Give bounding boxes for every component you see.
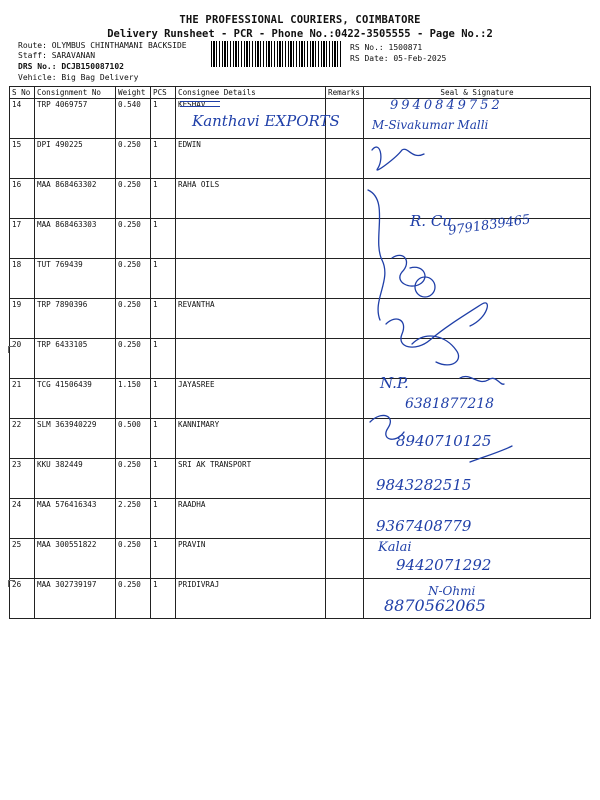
cell-sno: 14 — [10, 99, 35, 139]
cell-weight: 0.250 — [116, 139, 151, 179]
cell-consignment: MAA 300551822 — [35, 539, 116, 579]
header-consignee: Consignee Details — [176, 87, 326, 99]
cell-weight: 0.250 — [116, 459, 151, 499]
cell-pcs: 1 — [151, 179, 176, 219]
signature-mark — [412, 336, 459, 365]
cell-pcs: 1 — [151, 419, 176, 459]
rs-date: RS Date: 05-Feb-2025 — [350, 54, 447, 63]
cell-consignee: JAYASREE — [176, 379, 326, 419]
handwritten-phone: 9367408779 — [376, 517, 472, 535]
cell-sno: 23 — [10, 459, 35, 499]
cell-consignment: MAA 576416343 — [35, 499, 116, 539]
document-title: THE PROFESSIONAL COURIERS, COIMBATORE — [179, 14, 421, 26]
cell-pcs: 1 — [151, 139, 176, 179]
cell-sno: 24 — [10, 499, 35, 539]
cell-consignee: REVANTHA — [176, 299, 326, 339]
cell-sno: 16 — [10, 179, 35, 219]
cell-consignment: MAA 868463302 — [35, 179, 116, 219]
cell-consignment: TCG 41506439 — [35, 379, 116, 419]
handwritten-name: N-Ohmi — [428, 584, 476, 598]
cell-consignment: TRP 6433105 — [35, 339, 116, 379]
cell-sno: 20 — [10, 339, 35, 379]
handwritten-phone: 8940710125 — [396, 432, 492, 450]
header-pcs: PCS — [151, 87, 176, 99]
signature-mark — [460, 376, 504, 384]
cell-weight: 0.500 — [116, 419, 151, 459]
cell-pcs: 1 — [151, 339, 176, 379]
signature-mark — [470, 446, 512, 462]
vehicle-text: Vehicle: Big Bag Delivery — [18, 73, 139, 82]
cell-weight: 0.540 — [116, 99, 151, 139]
header-sno: S No — [10, 87, 35, 99]
cell-weight: 0.250 — [116, 539, 151, 579]
cell-consignee: KESHAV — [176, 99, 326, 139]
cell-consignment: MAA 302739197 — [35, 579, 116, 619]
signature-mark — [386, 303, 487, 347]
cell-consignee: KANNIMARY — [176, 419, 326, 459]
header-weight: Weight — [116, 87, 151, 99]
cell-consignee: PRIDIVRAJ — [176, 579, 326, 619]
cell-sno: 21 — [10, 379, 35, 419]
route-text: Route: OLYMBUS CHINTHAMANI BACKSIDE — [18, 41, 187, 50]
header-signature: Seal & Signature — [364, 87, 591, 99]
handwritten-phone: 9940849752 — [390, 98, 503, 113]
cell-pcs: 1 — [151, 499, 176, 539]
header-consignment: Consignment No — [35, 87, 116, 99]
cell-consignment: SLM 363940229 — [35, 419, 116, 459]
cell-pcs: 1 — [151, 379, 176, 419]
rs-number: RS No.: 1500871 — [350, 43, 423, 52]
signature-mark — [368, 190, 385, 320]
cell-consignment: TRP 7890396 — [35, 299, 116, 339]
cell-pcs: 1 — [151, 539, 176, 579]
cell-sno: 19 — [10, 299, 35, 339]
punch-mark — [8, 580, 15, 587]
cell-weight: 0.250 — [116, 299, 151, 339]
signature-mark — [415, 277, 435, 297]
handwritten-phone: 9442071292 — [396, 556, 492, 574]
cell-sno: 17 — [10, 219, 35, 259]
cell-pcs: 1 — [151, 459, 176, 499]
cell-pcs: 1 — [151, 259, 176, 299]
cell-pcs: 1 — [151, 579, 176, 619]
cell-consignment: TUT 769439 — [35, 259, 116, 299]
cell-pcs: 1 — [151, 219, 176, 259]
drs-number: DRS No.: DCJB150087102 — [18, 62, 124, 71]
staff-name: SARAVANAN — [51, 51, 96, 60]
cell-sno: 26 — [10, 579, 35, 619]
cell-sno: 25 — [10, 539, 35, 579]
cell-weight: 1.150 — [116, 379, 151, 419]
cell-sno: 18 — [10, 259, 35, 299]
cell-weight: 2.250 — [116, 499, 151, 539]
handwritten-phone: 9791839465 — [447, 212, 532, 239]
handwritten-initials: N.P. — [380, 374, 409, 392]
cell-sno: 22 — [10, 419, 35, 459]
signature-mark — [392, 255, 425, 286]
punch-mark — [8, 346, 15, 353]
handwritten-phone: 6381877218 — [405, 396, 495, 412]
handwritten-phone: 9843282515 — [376, 476, 472, 494]
signature-mark — [372, 147, 424, 170]
cell-sno: 15 — [10, 139, 35, 179]
cell-consignment: TRP 4069757 — [35, 99, 116, 139]
cell-pcs: 1 — [151, 99, 176, 139]
cell-consignee: SRI AK TRANSPORT — [176, 459, 326, 499]
handwritten-name: M-Sivakumar Malli — [372, 118, 489, 132]
cell-weight: 0.250 — [116, 179, 151, 219]
cell-pcs: 1 — [151, 299, 176, 339]
cell-consignee: EDWIN — [176, 139, 326, 179]
handwritten-initials: R. Cu — [410, 212, 452, 230]
handwritten-phone: 8870562065 — [384, 596, 486, 615]
staff-label: Staff: — [18, 51, 47, 60]
handwritten-consignee: Kanthavi EXPORTS — [192, 112, 340, 130]
document-subtitle: Delivery Runsheet - PCR - Phone No.:0422-3505555 - Page No.:2 — [107, 28, 493, 40]
header-remarks: Remarks — [326, 87, 364, 99]
cell-consignment: MAA 868463303 — [35, 219, 116, 259]
cell-weight: 0.250 — [116, 579, 151, 619]
cell-consignment: KKU 382449 — [35, 459, 116, 499]
cell-consignment: DPI 490225 — [35, 139, 116, 179]
cell-weight: 0.250 — [116, 259, 151, 299]
cell-consignee: PRAVIN — [176, 539, 326, 579]
signature-mark — [370, 415, 404, 439]
cell-consignee: RAHA OILS — [176, 179, 326, 219]
cell-consignee: RAADHA — [176, 499, 326, 539]
cell-weight: 0.250 — [116, 339, 151, 379]
cell-weight: 0.250 — [116, 219, 151, 259]
handwritten-name: Kalai — [378, 540, 412, 555]
